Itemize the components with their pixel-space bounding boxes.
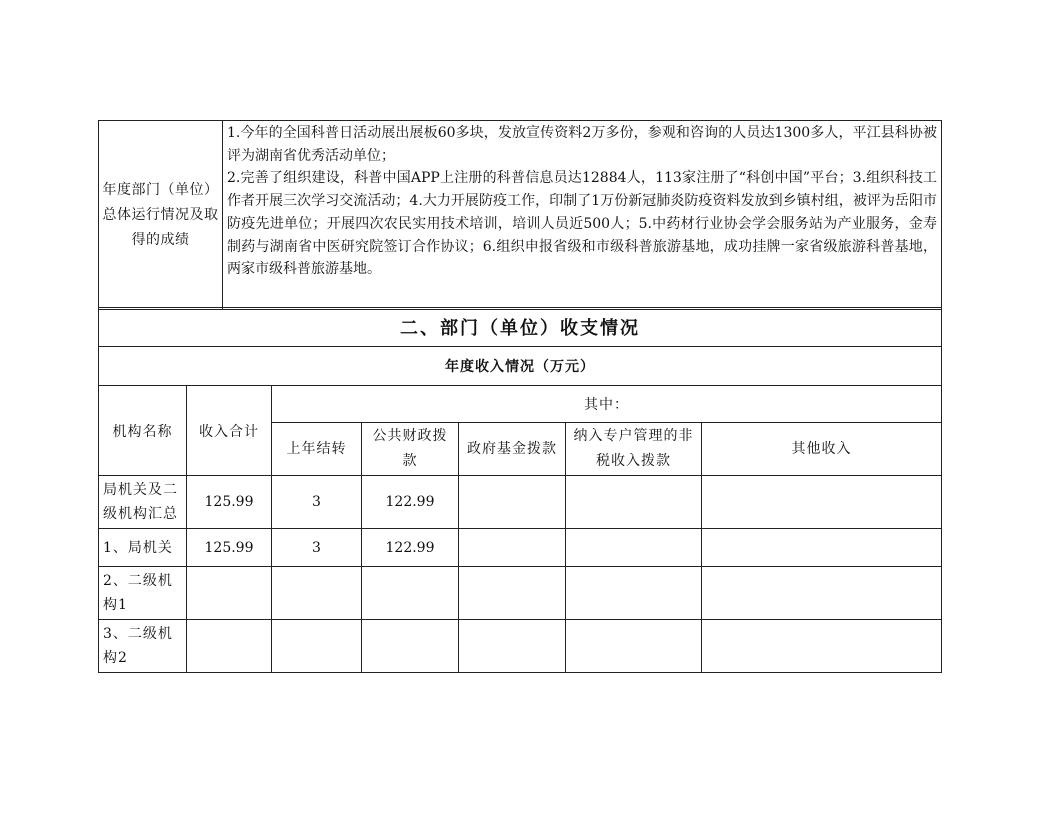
row-public-finance (362, 567, 459, 620)
row-non-tax (566, 476, 702, 529)
row-gov-fund (459, 476, 566, 529)
header-non-tax: 纳入专户管理的非税收入拨款 (566, 423, 702, 476)
row-non-tax (566, 529, 702, 567)
table-row (99, 620, 942, 673)
row-public-finance (362, 620, 459, 673)
row-other (702, 567, 942, 620)
row-public-finance: 122.99 (362, 476, 459, 529)
row-total (187, 567, 272, 620)
row-other (702, 476, 942, 529)
row-gov-fund (459, 620, 566, 673)
row-non-tax (566, 567, 702, 620)
header-carryover: 上年结转 (272, 423, 362, 476)
row-name: 2、二级机构1 (99, 567, 187, 620)
summary-line-2: 2.完善了组织建设，科普中国APP上注册的科普信息员达12884人，113家注册了“科创中国”平台；3.组织科技工作者开展三次学习交流活动；4.大力开展防疫工作，印制了1万份新冠肺炎防疫资料发放到乡镇村组，被评为岳阳市防疫先进单位；开展四次农民实用技术培训，培训人员近500人；5.中药材行业协会学会服务站为产业服务，金寿制药与湖南省中医研究院签订合作协议；6.组织申报省级和市级科普旅游基地，成功挂牌一家省级旅游科普基地，两家市级科普旅游基地。 (227, 170, 937, 278)
header-total-income: 收入合计 (187, 386, 272, 476)
row-total (187, 620, 272, 673)
row-total: 125.99 (187, 476, 272, 529)
summary-line-1: 1.今年的全国科普日活动展出展板60多块，发放宣传资料2万多份，参观和咨询的人员达1300多人，平江县科协被评为湖南省优秀活动单位； (227, 125, 937, 164)
table-row (99, 476, 942, 529)
row-carryover: 3 (272, 529, 362, 567)
header-of-which: 其中： (272, 386, 942, 423)
row-name: 3、二级机构2 (99, 620, 187, 673)
section-title: 二、部门（单位）收支情况 (99, 308, 942, 347)
row-carryover (272, 620, 362, 673)
row-other (702, 620, 942, 673)
summary-table (98, 120, 942, 310)
row-non-tax (566, 620, 702, 673)
row-name: 1、局机关 (99, 529, 187, 567)
row-other (702, 529, 942, 567)
summary-label: 年度部门（单位）总体运行情况及取得的成绩 (99, 121, 223, 310)
table-row (99, 529, 942, 567)
header-org-name: 机构名称 (99, 386, 187, 476)
summary-row (99, 121, 942, 310)
row-public-finance: 122.99 (362, 529, 459, 567)
income-title: 年度收入情况（万元） (99, 347, 942, 386)
table-row (99, 567, 942, 620)
row-name: 局机关及二级机构汇总 (99, 476, 187, 529)
header-gov-fund: 政府基金拨款 (459, 423, 566, 476)
row-carryover: 3 (272, 476, 362, 529)
income-table (98, 307, 942, 673)
summary-text (223, 121, 942, 310)
row-gov-fund (459, 529, 566, 567)
header-public-finance: 公共财政拨款 (362, 423, 459, 476)
header-other-income: 其他收入 (702, 423, 942, 476)
row-total: 125.99 (187, 529, 272, 567)
row-carryover (272, 567, 362, 620)
row-gov-fund (459, 567, 566, 620)
